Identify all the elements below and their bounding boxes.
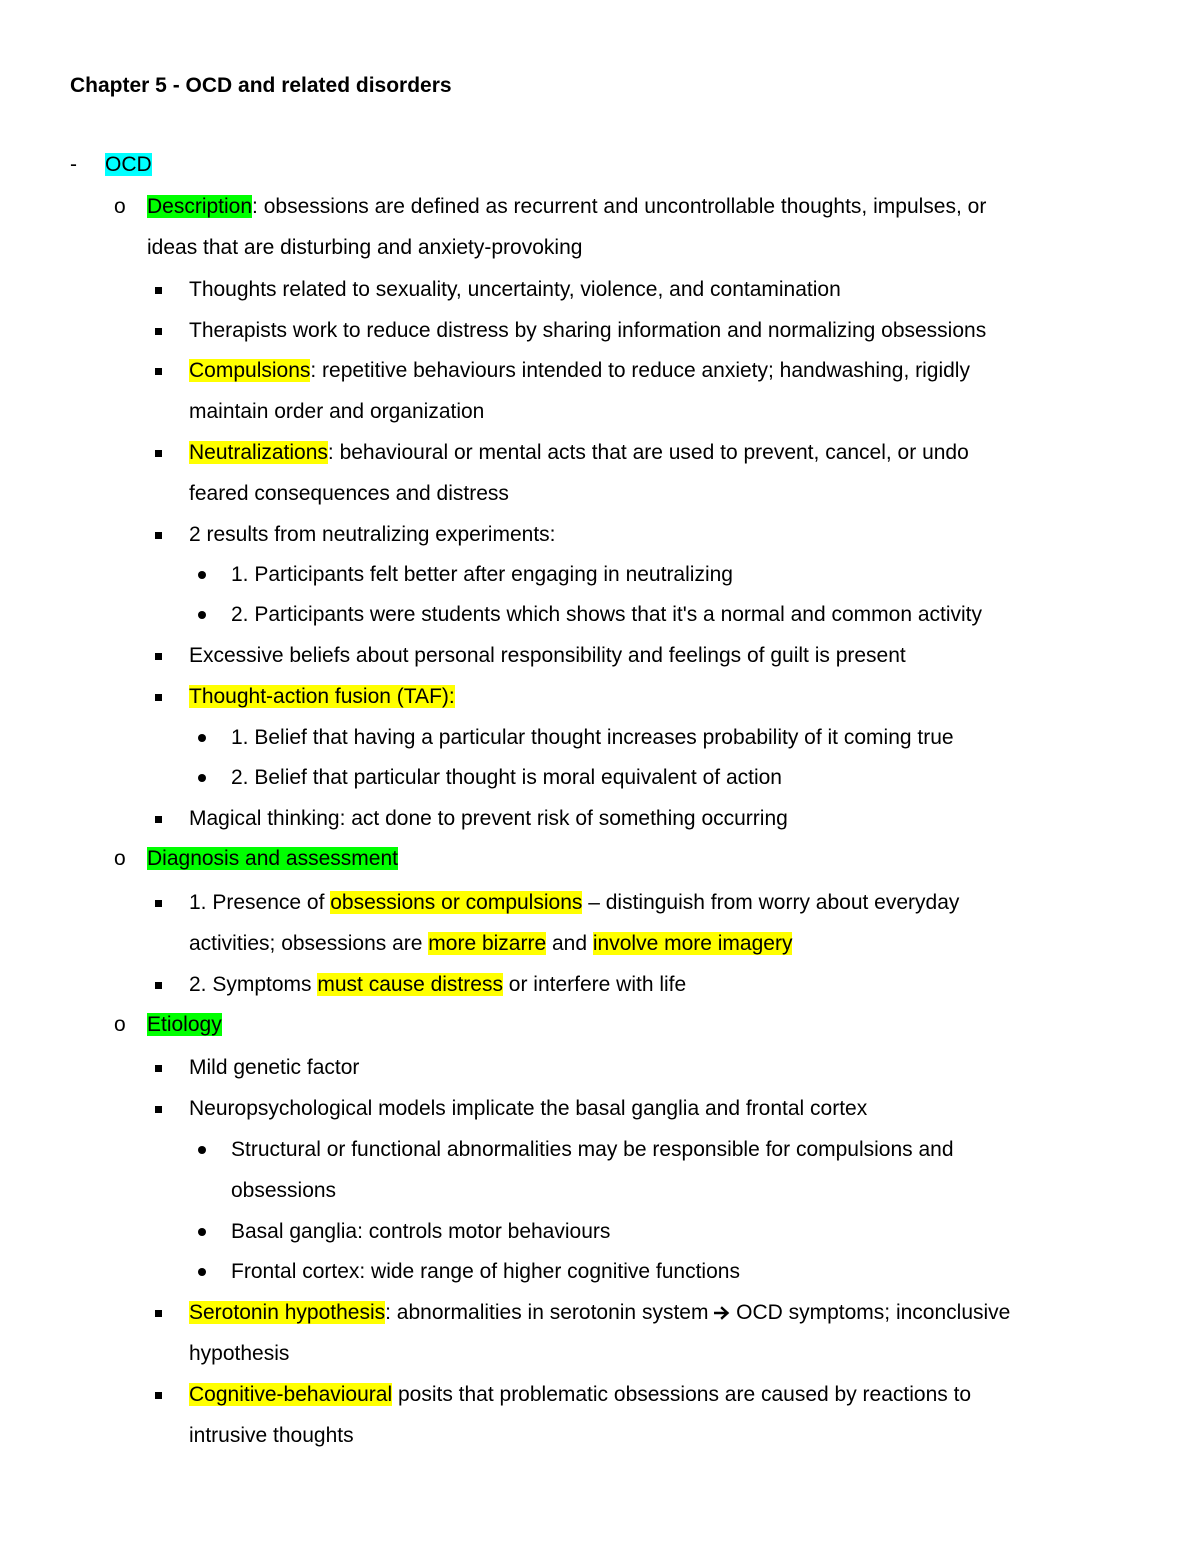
list-item: Frontal cortex: wide range of higher cognitive functions — [231, 1260, 740, 1283]
cognitive-behavioural-text-2: intrusive thoughts — [189, 1424, 354, 1447]
neutralizations-term: Neutralizations — [189, 441, 328, 464]
text-fragment: – distinguish from worry about everyday — [582, 891, 960, 914]
neutralizations-text: : behavioural or mental acts that are used to prevent, cancel, or undo — [327, 441, 969, 464]
etiology-label: Etiology — [147, 1013, 222, 1036]
etiology-heading — [147, 1010, 222, 1040]
diagnosis-heading — [147, 844, 398, 874]
list-item: 1. Belief that having a particular thought increases probability of it coming true — [231, 726, 954, 749]
list-item: Basal ganglia: controls motor behaviours — [231, 1220, 611, 1243]
square-bullet-icon — [155, 287, 162, 294]
circle-marker: o — [114, 847, 126, 870]
taf-item — [189, 682, 455, 712]
heading-ocd — [105, 150, 152, 180]
list-item: Structural or functional abnormalities may be responsible for compulsions and — [231, 1138, 954, 1161]
dash-marker: - — [70, 153, 77, 176]
round-bullet-icon — [198, 611, 206, 619]
square-bullet-icon — [155, 532, 162, 539]
square-bullet-icon — [155, 368, 162, 375]
list-item: 2. Belief that particular thought is moral equivalent of action — [231, 766, 782, 789]
circle-marker: o — [114, 1013, 126, 1036]
square-bullet-icon — [155, 900, 162, 907]
list-item: 1. Participants felt better after engaging in neutralizing — [231, 563, 733, 586]
compulsions-item — [189, 356, 970, 386]
list-item: 2 results from neutralizing experiments: — [189, 523, 556, 546]
text-fragment: 1. Presence of — [189, 891, 331, 914]
diagnosis-item-2 — [189, 970, 686, 1000]
description-label: Description — [147, 195, 253, 218]
list-item: Mild genetic factor — [189, 1056, 360, 1079]
highlight-fragment: more bizarre — [428, 932, 547, 955]
right-arrow-icon — [714, 1306, 730, 1320]
square-bullet-icon — [155, 328, 162, 335]
serotonin-term: Serotonin hypothesis — [189, 1301, 386, 1324]
ocd-heading-highlight: OCD — [105, 153, 152, 176]
compulsions-term: Compulsions — [189, 359, 311, 382]
square-bullet-icon — [155, 1065, 162, 1072]
highlight-fragment: obsessions or compulsions — [330, 891, 583, 914]
square-bullet-icon — [155, 1392, 162, 1399]
text-fragment: activities; obsessions are — [189, 932, 429, 955]
text-fragment: 2. Symptoms — [189, 973, 318, 996]
text-fragment: or interfere with life — [502, 973, 687, 996]
list-item-continuation: obsessions — [231, 1179, 337, 1202]
list-item: 2. Participants were students which shows that it's a normal and common activity — [231, 603, 983, 626]
square-bullet-icon — [155, 653, 162, 660]
text-fragment: : abnormalities in serotonin system — [385, 1301, 715, 1324]
round-bullet-icon — [198, 1268, 206, 1276]
square-bullet-icon — [155, 1106, 162, 1113]
compulsions-text-2: maintain order and organization — [189, 400, 485, 423]
square-bullet-icon — [155, 694, 162, 701]
list-item: Thoughts related to sexuality, uncertainty, violence, and contamination — [189, 278, 841, 301]
cognitive-behavioural-item — [189, 1380, 971, 1410]
diagnosis-item-1 — [189, 888, 959, 918]
round-bullet-icon — [198, 1228, 206, 1236]
taf-term: Thought-action fusion (TAF): — [189, 685, 455, 708]
description-line — [147, 192, 986, 222]
list-item: Neuropsychological models implicate the basal ganglia and frontal cortex — [189, 1097, 868, 1120]
description-text: : obsessions are defined as recurrent and uncontrollable thoughts, impulses, or — [252, 195, 987, 218]
neutralizations-item — [189, 438, 969, 468]
text-fragment: posits that problematic obsessions are caused by reactions to — [392, 1383, 972, 1406]
text-fragment: and — [546, 932, 593, 955]
description-line-2: ideas that are disturbing and anxiety-provoking — [147, 236, 583, 259]
text-fragment: OCD symptoms; inconclusive — [730, 1301, 1011, 1324]
compulsions-text: : repetitive behaviours intended to reduce anxiety; handwashing, rigidly — [310, 359, 970, 382]
round-bullet-icon — [198, 571, 206, 579]
diagnosis-item-1-line-2 — [189, 929, 792, 959]
round-bullet-icon — [198, 1146, 206, 1154]
square-bullet-icon — [155, 450, 162, 457]
serotonin-text-2: hypothesis — [189, 1342, 290, 1365]
list-item: Magical thinking: act done to prevent risk of something occurring — [189, 807, 788, 830]
round-bullet-icon — [198, 734, 206, 742]
list-item: Excessive beliefs about personal responsibility and feelings of guilt is present — [189, 644, 906, 667]
neutralizations-text-2: feared consequences and distress — [189, 482, 509, 505]
page-title: Chapter 5 - OCD and related disorders — [70, 74, 452, 97]
diagnosis-label: Diagnosis and assessment — [147, 847, 398, 870]
square-bullet-icon — [155, 1310, 162, 1317]
round-bullet-icon — [198, 774, 206, 782]
highlight-fragment: must cause distress — [317, 973, 503, 996]
serotonin-item — [189, 1298, 1010, 1328]
highlight-fragment: involve more imagery — [592, 932, 793, 955]
square-bullet-icon — [155, 816, 162, 823]
list-item: Therapists work to reduce distress by sharing information and normalizing obsessions — [189, 319, 987, 342]
cognitive-behavioural-term: Cognitive-behavioural — [189, 1383, 393, 1406]
circle-marker: o — [114, 195, 126, 218]
square-bullet-icon — [155, 982, 162, 989]
